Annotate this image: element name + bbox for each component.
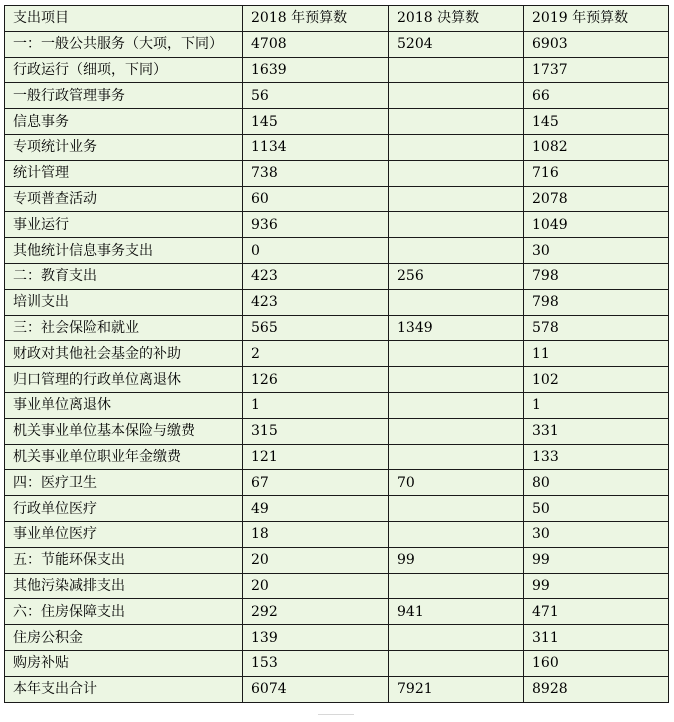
cell-2019-budget: 798 <box>524 263 669 289</box>
cell-2019-budget: 99 <box>524 547 669 573</box>
cell-2018-budget: 139 <box>243 625 389 651</box>
cell-2019-budget: 145 <box>524 109 669 135</box>
cell-item: 信息事务 <box>5 109 243 135</box>
header-cell-2019-budget: 2019 年预算数 <box>524 6 669 32</box>
cell-2018-budget: 565 <box>243 315 389 341</box>
cell-item: 机关事业单位职业年金缴费 <box>5 444 243 470</box>
cell-2018-budget: 423 <box>243 289 389 315</box>
cell-2019-budget: 50 <box>524 496 669 522</box>
cell-2018-final <box>389 367 524 393</box>
cell-item: 专项普查活动 <box>5 186 243 212</box>
cell-2018-budget: 145 <box>243 109 389 135</box>
header-cell-item: 支出项目 <box>5 6 243 32</box>
cell-2018-budget: 292 <box>243 599 389 625</box>
cell-2019-budget: 1082 <box>524 134 669 160</box>
table-row <box>5 238 669 264</box>
cell-2018-final: 99 <box>389 547 524 573</box>
cell-2018-final <box>389 57 524 83</box>
cell-2018-budget: 153 <box>243 650 389 676</box>
cell-item: 行政单位医疗 <box>5 496 243 522</box>
cell-2018-budget: 49 <box>243 496 389 522</box>
cell-item: 住房公积金 <box>5 625 243 651</box>
cell-2018-final <box>389 238 524 264</box>
table-row <box>5 676 669 702</box>
table-row <box>5 212 669 238</box>
table-row <box>5 418 669 444</box>
cell-2019-budget: 1049 <box>524 212 669 238</box>
cell-2018-budget: 423 <box>243 263 389 289</box>
table-row <box>5 547 669 573</box>
cell-2018-final <box>389 134 524 160</box>
cell-2018-budget: 56 <box>243 83 389 109</box>
cell-2018-final <box>389 109 524 135</box>
table-row <box>5 521 669 547</box>
cell-2019-budget: 8928 <box>524 676 669 702</box>
cell-2018-final <box>389 418 524 444</box>
cell-2018-budget: 738 <box>243 160 389 186</box>
cell-item: 一：一般公共服务（大项，下同） <box>5 31 243 57</box>
cell-item: 财政对其他社会基金的补助 <box>5 341 243 367</box>
header-cell-2018-budget: 2018 年预算数 <box>243 6 389 32</box>
cell-2018-budget: 6074 <box>243 676 389 702</box>
header-row <box>5 6 669 32</box>
table-row <box>5 57 669 83</box>
cell-2019-budget: 80 <box>524 470 669 496</box>
cell-2018-final: 70 <box>389 470 524 496</box>
cell-2019-budget: 66 <box>524 83 669 109</box>
cell-2018-final: 941 <box>389 599 524 625</box>
table-header <box>5 6 669 32</box>
cell-2018-budget: 4708 <box>243 31 389 57</box>
cell-2018-budget: 20 <box>243 573 389 599</box>
cell-item: 购房补贴 <box>5 650 243 676</box>
cell-2018-final <box>389 650 524 676</box>
table-row <box>5 31 669 57</box>
table-row <box>5 444 669 470</box>
cell-2018-final <box>389 83 524 109</box>
table-body <box>5 31 669 702</box>
cell-2018-budget: 121 <box>243 444 389 470</box>
table-row <box>5 263 669 289</box>
table-row <box>5 315 669 341</box>
table-row <box>5 289 669 315</box>
cell-2018-final: 5204 <box>389 31 524 57</box>
cell-2019-budget: 133 <box>524 444 669 470</box>
cell-2018-final <box>389 160 524 186</box>
table-row <box>5 367 669 393</box>
cell-2019-budget: 2078 <box>524 186 669 212</box>
cell-item: 五：节能环保支出 <box>5 547 243 573</box>
cell-item: 事业运行 <box>5 212 243 238</box>
page-bottom-mark <box>318 714 354 721</box>
cell-item: 其他统计信息事务支出 <box>5 238 243 264</box>
cell-2018-final <box>389 289 524 315</box>
cell-2019-budget: 331 <box>524 418 669 444</box>
cell-2018-budget: 67 <box>243 470 389 496</box>
cell-2018-final: 256 <box>389 263 524 289</box>
cell-2018-final <box>389 186 524 212</box>
cell-2018-budget: 126 <box>243 367 389 393</box>
cell-2018-budget: 2 <box>243 341 389 367</box>
cell-item: 事业单位离退休 <box>5 392 243 418</box>
table-row <box>5 83 669 109</box>
cell-2018-final <box>389 212 524 238</box>
cell-item: 机关事业单位基本保险与缴费 <box>5 418 243 444</box>
cell-2018-budget: 20 <box>243 547 389 573</box>
table-row <box>5 625 669 651</box>
cell-2018-budget: 0 <box>243 238 389 264</box>
cell-item: 一般行政管理事务 <box>5 83 243 109</box>
cell-2018-final <box>389 496 524 522</box>
table-row <box>5 109 669 135</box>
header-cell-2018-final: 2018 决算数 <box>389 6 524 32</box>
cell-item: 本年支出合计 <box>5 676 243 702</box>
table-row <box>5 134 669 160</box>
cell-2019-budget: 6903 <box>524 31 669 57</box>
cell-2019-budget: 99 <box>524 573 669 599</box>
cell-2019-budget: 1 <box>524 392 669 418</box>
cell-2019-budget: 30 <box>524 238 669 264</box>
cell-item: 二：教育支出 <box>5 263 243 289</box>
table-row <box>5 470 669 496</box>
cell-item: 四：医疗卫生 <box>5 470 243 496</box>
cell-2019-budget: 1737 <box>524 57 669 83</box>
cell-2018-final: 1349 <box>389 315 524 341</box>
table-row <box>5 392 669 418</box>
cell-2018-budget: 1134 <box>243 134 389 160</box>
table-row <box>5 573 669 599</box>
cell-item: 统计管理 <box>5 160 243 186</box>
cell-2019-budget: 311 <box>524 625 669 651</box>
cell-2018-final <box>389 341 524 367</box>
cell-2018-final <box>389 392 524 418</box>
cell-item: 事业单位医疗 <box>5 521 243 547</box>
table-row <box>5 341 669 367</box>
cell-item: 行政运行（细项，下同） <box>5 57 243 83</box>
cell-2018-final <box>389 521 524 547</box>
cell-2018-budget: 60 <box>243 186 389 212</box>
table-row <box>5 186 669 212</box>
budget-table <box>4 5 669 703</box>
cell-2018-final: 7921 <box>389 676 524 702</box>
table-row <box>5 599 669 625</box>
cell-2019-budget: 578 <box>524 315 669 341</box>
cell-2019-budget: 11 <box>524 341 669 367</box>
cell-2019-budget: 798 <box>524 289 669 315</box>
cell-2018-budget: 18 <box>243 521 389 547</box>
cell-item: 归口管理的行政单位离退休 <box>5 367 243 393</box>
cell-2019-budget: 30 <box>524 521 669 547</box>
cell-2018-budget: 315 <box>243 418 389 444</box>
cell-2018-budget: 1 <box>243 392 389 418</box>
cell-item: 三：社会保险和就业 <box>5 315 243 341</box>
cell-item: 六：住房保障支出 <box>5 599 243 625</box>
cell-2018-budget: 936 <box>243 212 389 238</box>
table-row <box>5 650 669 676</box>
cell-2018-final <box>389 444 524 470</box>
cell-2019-budget: 160 <box>524 650 669 676</box>
cell-2018-final <box>389 625 524 651</box>
cell-2019-budget: 471 <box>524 599 669 625</box>
cell-item: 专项统计业务 <box>5 134 243 160</box>
cell-item: 其他污染减排支出 <box>5 573 243 599</box>
cell-2019-budget: 716 <box>524 160 669 186</box>
table-row <box>5 160 669 186</box>
cell-2019-budget: 102 <box>524 367 669 393</box>
table-row <box>5 496 669 522</box>
cell-2018-budget: 1639 <box>243 57 389 83</box>
cell-item: 培训支出 <box>5 289 243 315</box>
cell-2018-final <box>389 573 524 599</box>
